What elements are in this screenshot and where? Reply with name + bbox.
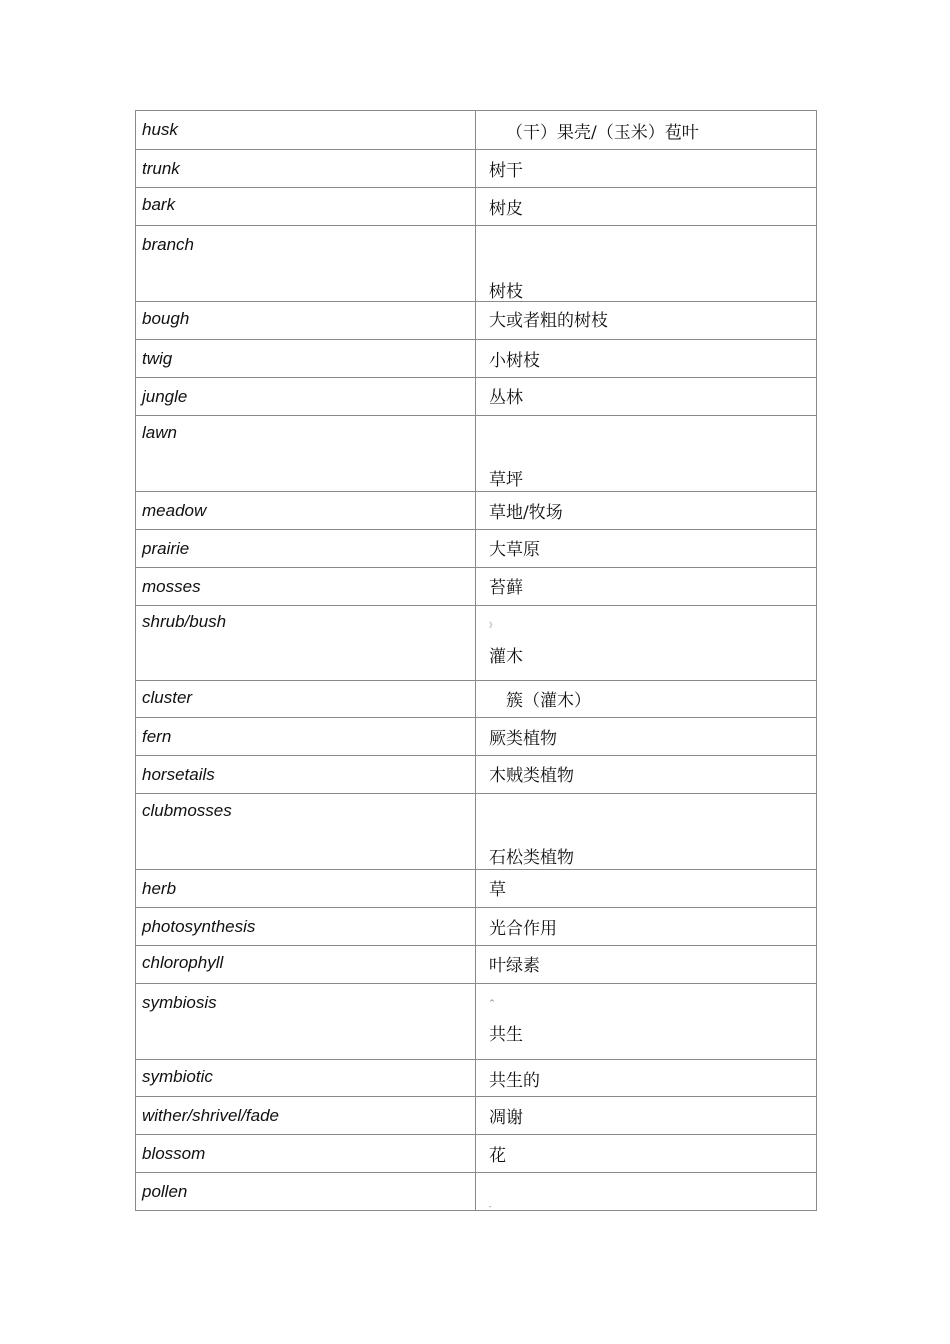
english-term: bough [142, 309, 190, 328]
chinese-translation-cell [476, 794, 817, 870]
chinese-translation: 花 [489, 1146, 506, 1166]
chinese-translation-cell [476, 1097, 817, 1135]
chinese-translation: 大或者粗的树枝 [489, 311, 608, 331]
english-term: prairie [142, 539, 190, 558]
english-term-cell [136, 681, 476, 718]
stray-mark: ^ [489, 999, 495, 1007]
chinese-translation: 灌木 [489, 647, 523, 667]
chinese-translation-cell [476, 1135, 817, 1173]
english-term: wither/shrivel/fade [142, 1106, 280, 1125]
chinese-translation-cell [476, 340, 817, 378]
chinese-translation: 丛林 [489, 388, 523, 408]
table-row [136, 492, 817, 530]
english-term: herb [142, 879, 177, 898]
chinese-translation: 大草原 [489, 540, 540, 560]
english-term-cell [136, 1097, 476, 1135]
chinese-translation: 共生 [489, 1025, 523, 1045]
chinese-translation-cell [476, 606, 817, 681]
chinese-translation: 树皮 [489, 199, 523, 219]
chinese-translation: 簇（灌木） [506, 691, 591, 711]
english-term: symbiotic [142, 1067, 213, 1086]
chinese-translation-cell [476, 718, 817, 756]
chinese-translation: 光合作用 [489, 919, 557, 939]
english-term: horsetails [142, 765, 215, 784]
chinese-translation-cell [476, 1060, 817, 1097]
english-term: twig [142, 349, 173, 368]
english-term: pollen [142, 1182, 188, 1201]
english-term-cell [136, 302, 476, 340]
vocabulary-table [135, 110, 817, 1211]
stray-mark: 》 [489, 621, 496, 629]
english-term: clubmosses [142, 801, 232, 820]
english-term: lawn [142, 423, 177, 442]
table-row [136, 302, 817, 340]
chinese-translation-cell [476, 492, 817, 530]
table-row [136, 378, 817, 416]
table-row [136, 226, 817, 302]
chinese-translation: 草坪 [489, 470, 523, 490]
table-row [136, 111, 817, 150]
english-term-cell [136, 870, 476, 908]
english-term-cell [136, 606, 476, 681]
english-term: trunk [142, 159, 180, 178]
table-row [136, 568, 817, 606]
table-row [136, 530, 817, 568]
english-term: photosynthesis [142, 917, 256, 936]
chinese-translation: 苔藓 [489, 578, 523, 598]
english-term-cell [136, 492, 476, 530]
table-row [136, 1060, 817, 1097]
english-term: bark [142, 195, 176, 214]
english-term: fern [142, 727, 172, 746]
chinese-translation-cell [476, 226, 817, 302]
english-term-cell [136, 568, 476, 606]
english-term-cell [136, 1173, 476, 1211]
table-row [136, 150, 817, 188]
table-row [136, 606, 817, 681]
chinese-translation-cell [476, 530, 817, 568]
english-term-cell [136, 530, 476, 568]
english-term: symbiosis [142, 993, 217, 1012]
table-row [136, 340, 817, 378]
chinese-translation-cell [476, 111, 817, 150]
chinese-translation-cell [476, 984, 817, 1060]
english-term-cell [136, 908, 476, 946]
english-term-cell [136, 150, 476, 188]
chinese-translation: 凋谢 [489, 1108, 523, 1128]
english-term-cell [136, 946, 476, 984]
english-term: chlorophyll [142, 953, 224, 972]
english-term: meadow [142, 501, 207, 520]
chinese-translation-cell [476, 870, 817, 908]
chinese-translation-cell [476, 681, 817, 718]
chinese-translation-cell [476, 756, 817, 794]
english-term-cell [136, 794, 476, 870]
table-row [136, 756, 817, 794]
table-row [136, 681, 817, 718]
table-row [136, 1097, 817, 1135]
chinese-translation-cell [476, 908, 817, 946]
table-row [136, 718, 817, 756]
chinese-translation: 叶绿素 [489, 956, 540, 976]
english-term: cluster [142, 688, 193, 707]
english-term-cell [136, 340, 476, 378]
english-term-cell [136, 188, 476, 226]
english-term-cell [136, 111, 476, 150]
chinese-translation-cell [476, 568, 817, 606]
english-term-cell [136, 756, 476, 794]
english-term-cell [136, 718, 476, 756]
english-term-cell [136, 416, 476, 492]
chinese-translation: 草地/牧场 [489, 503, 563, 523]
chinese-translation: 木贼类植物 [489, 766, 574, 786]
chinese-translation-cell [476, 188, 817, 226]
english-term: shrub/bush [142, 612, 227, 631]
chinese-translation: 共生的 [489, 1071, 540, 1091]
english-term-cell [136, 226, 476, 302]
table-row [136, 794, 817, 870]
table-row [136, 984, 817, 1060]
chinese-translation: 树枝 [489, 282, 523, 302]
chinese-translation-cell [476, 416, 817, 492]
english-term: mosses [142, 577, 201, 596]
chinese-translation-cell [476, 302, 817, 340]
chinese-translation: 草 [489, 880, 506, 900]
stray-mark: - [489, 1203, 492, 1211]
table-row [136, 1135, 817, 1173]
chinese-translation: 厥类植物 [489, 729, 557, 749]
english-term-cell [136, 1135, 476, 1173]
english-term-cell [136, 1060, 476, 1097]
table-row [136, 1173, 817, 1211]
english-term-cell [136, 378, 476, 416]
table-row [136, 870, 817, 908]
chinese-translation-cell [476, 378, 817, 416]
table-row [136, 946, 817, 984]
table-row [136, 416, 817, 492]
table-row [136, 908, 817, 946]
chinese-translation-cell [476, 946, 817, 984]
chinese-translation: 树干 [489, 161, 523, 181]
english-term: jungle [142, 387, 188, 406]
chinese-translation-cell [476, 1173, 817, 1211]
english-term: blossom [142, 1144, 206, 1163]
english-term: husk [142, 120, 178, 139]
english-term-cell [136, 984, 476, 1060]
english-term: branch [142, 235, 194, 254]
chinese-translation: 石松类植物 [489, 848, 574, 868]
chinese-translation: 小树枝 [489, 351, 540, 371]
chinese-translation-cell [476, 150, 817, 188]
table-row [136, 188, 817, 226]
chinese-translation: （干）果壳/（玉米）苞叶 [506, 123, 699, 143]
